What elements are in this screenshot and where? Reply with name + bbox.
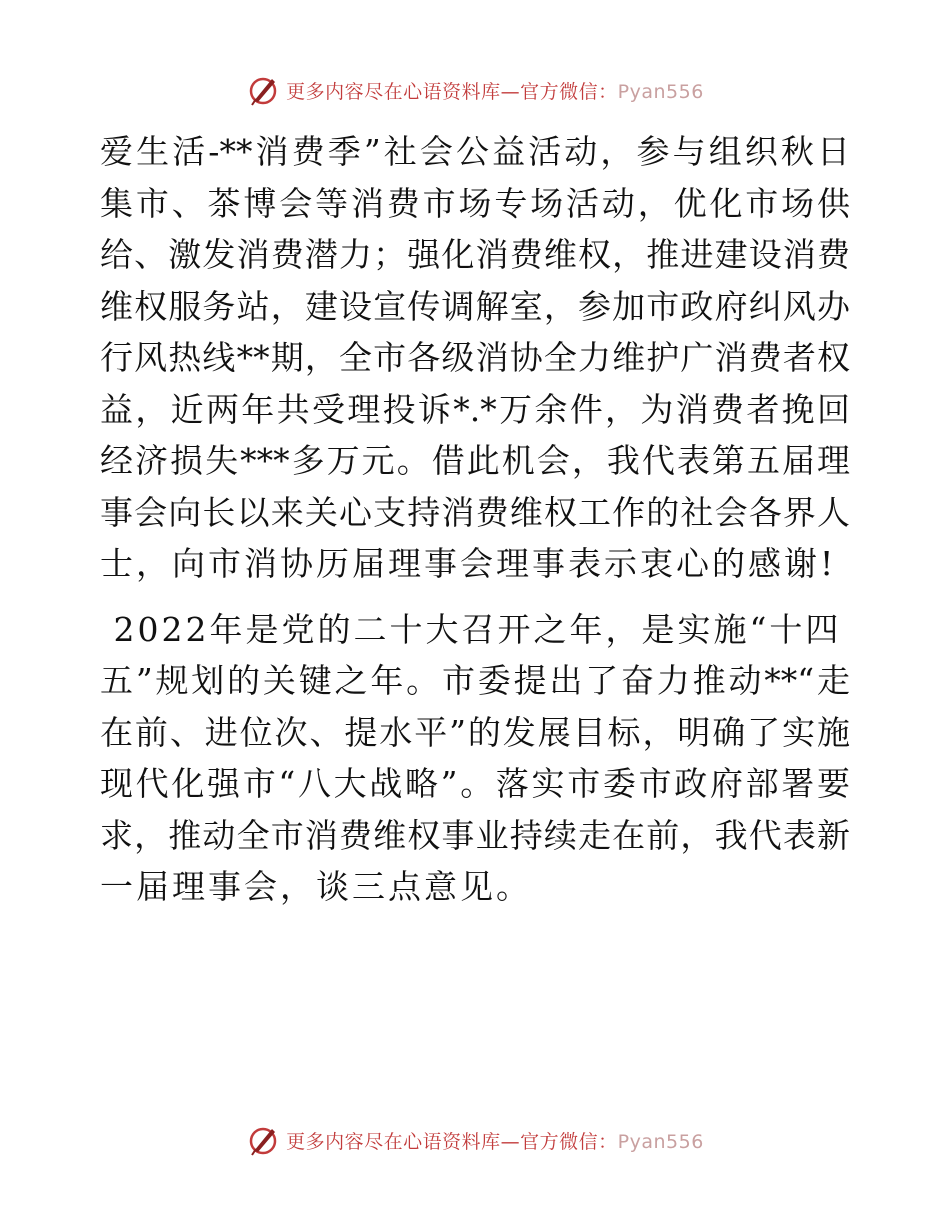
- quill-circle-logo-icon: [246, 1123, 280, 1157]
- text-line: 爱生活-**消费季”社会公益活动，参与组织秋日: [100, 132, 850, 171]
- text-line: 现代化强市“八大战略”。落实市委市政府部署要: [100, 764, 850, 803]
- text-line: 一届理事会，谈三点意见。: [100, 867, 532, 906]
- text-line: 五”规划的关键之年。市委提出了奋力推动**“走: [100, 661, 850, 700]
- text-line: 2022年是党的二十大召开之年，是实施“十四: [100, 609, 842, 649]
- text-line: 士，向市消协历届理事会理事表示衷心的感谢!: [100, 544, 837, 583]
- text-line: 给、激发消费潜力；强化消费维权，推进建设消费: [100, 235, 850, 274]
- paragraph-2: [100, 604, 850, 913]
- text-line: 在前、进位次、提水平”的发展目标，明确了实施: [100, 712, 850, 752]
- header-banner: [0, 72, 950, 108]
- footer-banner-text: 更多内容尽在心语资料库—官方微信：Pyan556: [286, 1130, 704, 1153]
- footer-banner: [0, 1122, 950, 1158]
- paragraph-gap: [100, 590, 850, 604]
- text-line: 益，近两年共受理投诉*.*万余件，为消费者挽回: [100, 389, 850, 429]
- text-line: 求，推动全市消费维权事业持续走在前，我代表新: [100, 815, 850, 855]
- header-banner-text: 更多内容尽在心语资料库—官方微信：Pyan556: [286, 80, 704, 103]
- text-line: 经济损失***多万元。借此机会，我代表第五届理: [100, 441, 850, 480]
- text-line: 行风热线**期，全市各级消协全力维护广消费者权: [100, 338, 850, 377]
- text-line: 维权服务站，建设宣传调解室，参加市政府纠风办: [100, 286, 850, 326]
- text-line: 集市、茶博会等消费市场专场活动，优化市场供: [100, 183, 850, 223]
- text-line: 事会向长以来关心支持消费维权工作的社会各界人: [100, 492, 850, 532]
- paragraph-1: [100, 126, 850, 590]
- quill-circle-logo-icon: [246, 73, 280, 107]
- document-body: [100, 126, 850, 913]
